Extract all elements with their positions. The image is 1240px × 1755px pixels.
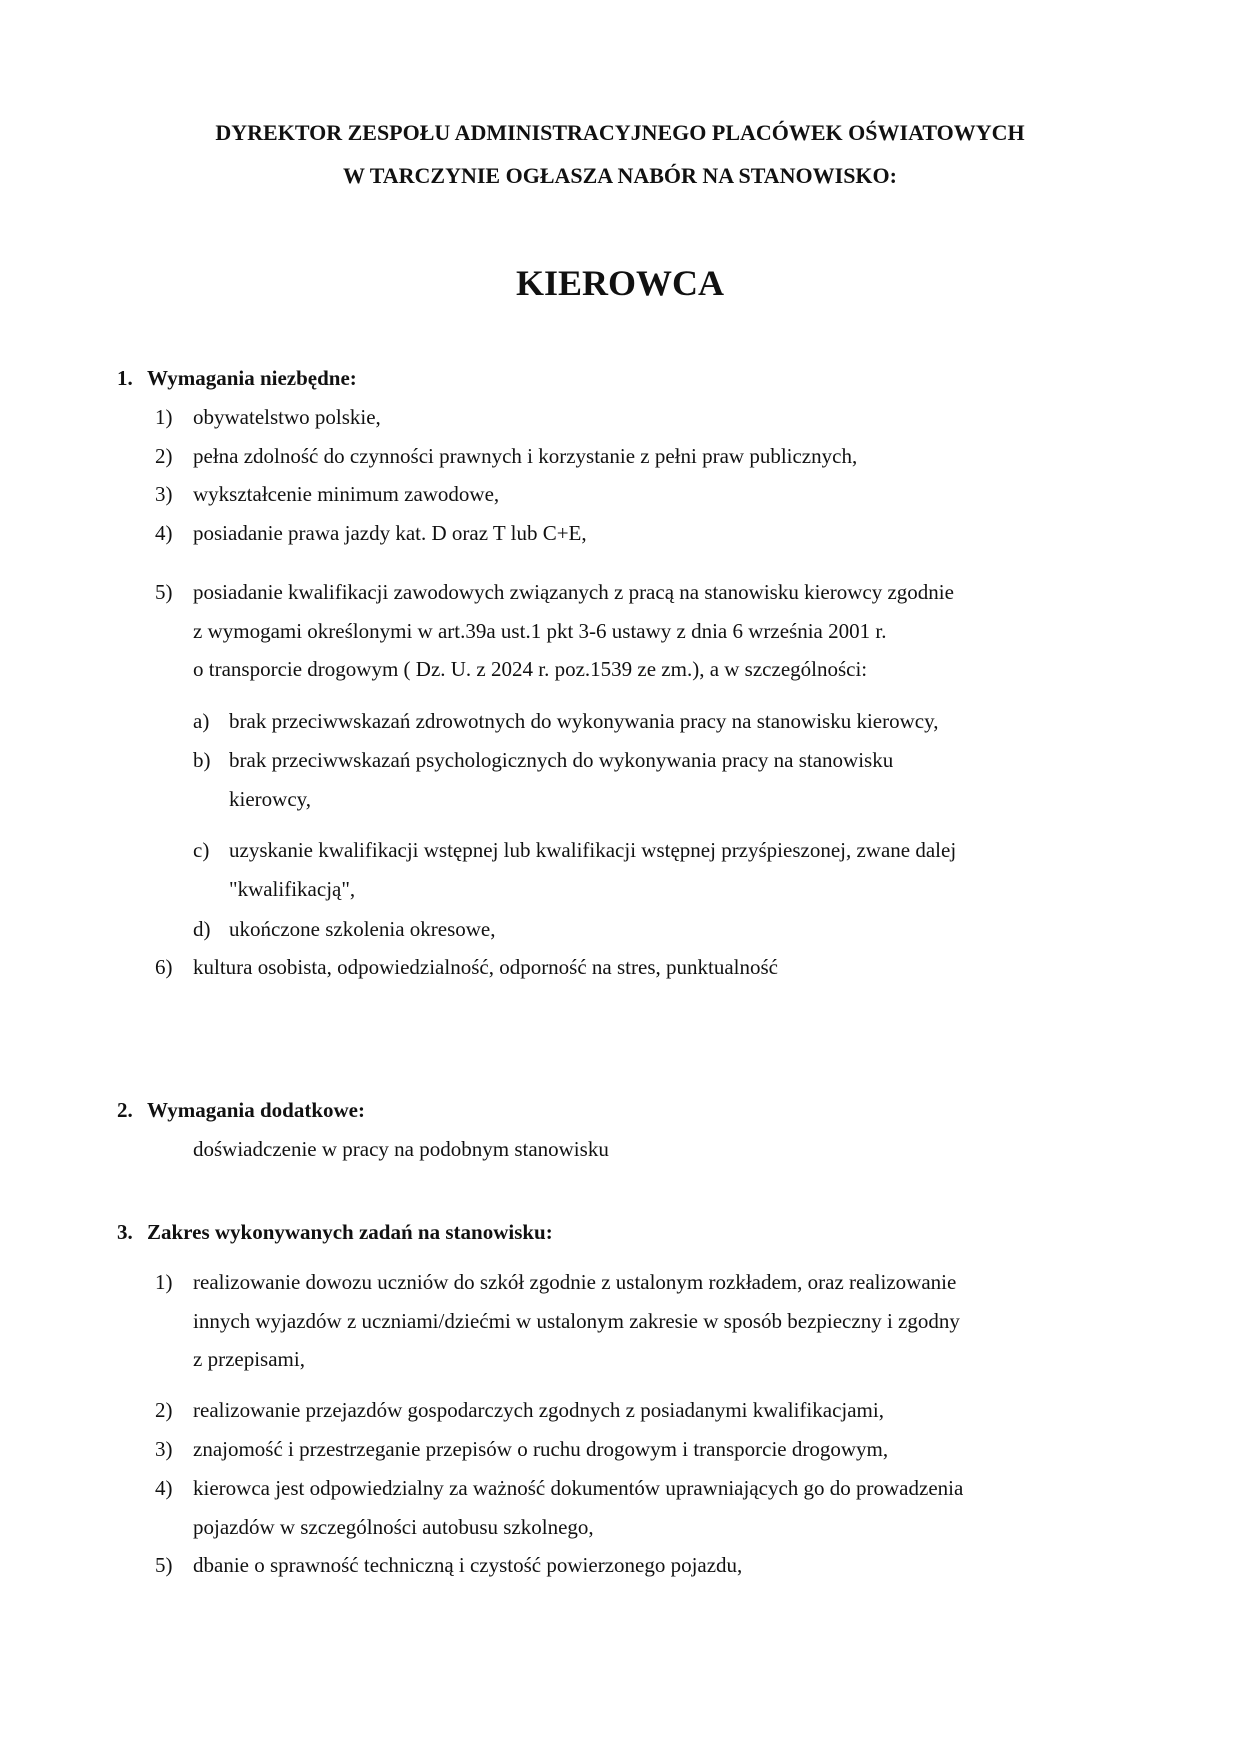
section-heading: Wymagania dodatkowe: bbox=[147, 1098, 365, 1122]
subitem-text: uzyskanie kwalifikacji wstępnej lub kwalifikacji wstępnej przyśpieszonej, zwane dalej bbox=[229, 838, 957, 862]
subitem-text: ukończone szkolenia okresowe, bbox=[229, 917, 496, 941]
item-text: pełna zdolność do czynności prawnych i korzystanie z pełni praw publicznych, bbox=[193, 444, 858, 468]
item-text: z wymogami określonymi w art.39a ust.1 pkt 3-6 ustawy z dnia 6 września 2001 r. bbox=[193, 619, 887, 643]
section-number: 2. bbox=[117, 1098, 133, 1122]
item-text: kierowca jest odpowiedzialny za ważność dokumentów uprawniających go do prowadzenia bbox=[193, 1476, 964, 1500]
item-marker: 1) bbox=[155, 1270, 173, 1294]
subitem-marker: c) bbox=[193, 838, 210, 862]
subitem-text: kierowcy, bbox=[229, 787, 312, 811]
item-text: pojazdów w szczególności autobusu szkolnego, bbox=[193, 1515, 594, 1539]
item-marker: 3) bbox=[155, 1437, 173, 1461]
section-number: 1. bbox=[117, 366, 133, 390]
item-text: z przepisami, bbox=[193, 1347, 305, 1371]
subitem-text: brak przeciwwskazań zdrowotnych do wykonywania pracy na stanowisku kierowcy, bbox=[229, 709, 939, 733]
item-text: obywatelstwo polskie, bbox=[193, 405, 381, 429]
item-text: znajomość i przestrzeganie przepisów o ruchu drogowym i transporcie drogowym, bbox=[193, 1437, 889, 1461]
item-marker: 5) bbox=[155, 580, 173, 604]
subitem-text: brak przeciwwskazań psychologicznych do wykonywania pracy na stanowisku bbox=[229, 748, 894, 772]
item-text: realizowanie przejazdów gospodarczych zgodnych z posiadanymi kwalifikacjami, bbox=[193, 1398, 884, 1422]
subitem-marker: d) bbox=[193, 917, 211, 941]
header-line-2: W TARCZYNIE OGŁASZA NABÓR NA STANOWISKO: bbox=[343, 163, 897, 188]
item-text: innych wyjazdów z uczniami/dziećmi w ustalonym zakresie w sposób bezpieczny i zgodny bbox=[193, 1309, 960, 1333]
item-marker: 4) bbox=[155, 521, 173, 545]
section-heading: Wymagania niezbędne: bbox=[147, 366, 357, 390]
header-line-1: DYREKTOR ZESPOŁU ADMINISTRACYJNEGO PLACÓWEK OŚWIATOWYCH bbox=[215, 120, 1025, 145]
item-marker: 1) bbox=[155, 405, 173, 429]
item-text: o transporcie drogowym ( Dz. U. z 2024 r. poz.1539 ze zm.), a w szczególności: bbox=[193, 657, 868, 681]
position-title: KIEROWCA bbox=[515, 263, 725, 303]
item-marker: 2) bbox=[155, 1398, 173, 1422]
item-marker: 2) bbox=[155, 444, 173, 468]
item-marker: 4) bbox=[155, 1476, 173, 1500]
subitem-marker: b) bbox=[193, 748, 211, 772]
item-text: wykształcenie minimum zawodowe, bbox=[193, 482, 500, 506]
section-text: doświadczenie w pracy na podobnym stanowisku bbox=[193, 1137, 609, 1161]
item-marker: 3) bbox=[155, 482, 173, 506]
item-marker: 5) bbox=[155, 1553, 173, 1577]
subitem-marker: a) bbox=[193, 709, 210, 733]
section-number: 3. bbox=[117, 1220, 133, 1244]
item-text: kultura osobista, odpowiedzialność, odporność na stres, punktualność bbox=[193, 955, 778, 979]
item-marker: 6) bbox=[155, 955, 173, 979]
item-text: dbanie o sprawność techniczną i czystość powierzonego pojazdu, bbox=[193, 1553, 743, 1577]
item-text: realizowanie dowozu uczniów do szkół zgodnie z ustalonym rozkładem, oraz realizowanie bbox=[193, 1270, 957, 1294]
section-heading: Zakres wykonywanych zadań na stanowisku: bbox=[147, 1220, 553, 1244]
item-text: posiadanie prawa jazdy kat. D oraz T lub C+E, bbox=[193, 521, 587, 545]
item-text: posiadanie kwalifikacji zawodowych związanych z pracą na stanowisku kierowcy zgodnie bbox=[193, 580, 954, 604]
subitem-text: "kwalifikacją", bbox=[229, 877, 356, 901]
